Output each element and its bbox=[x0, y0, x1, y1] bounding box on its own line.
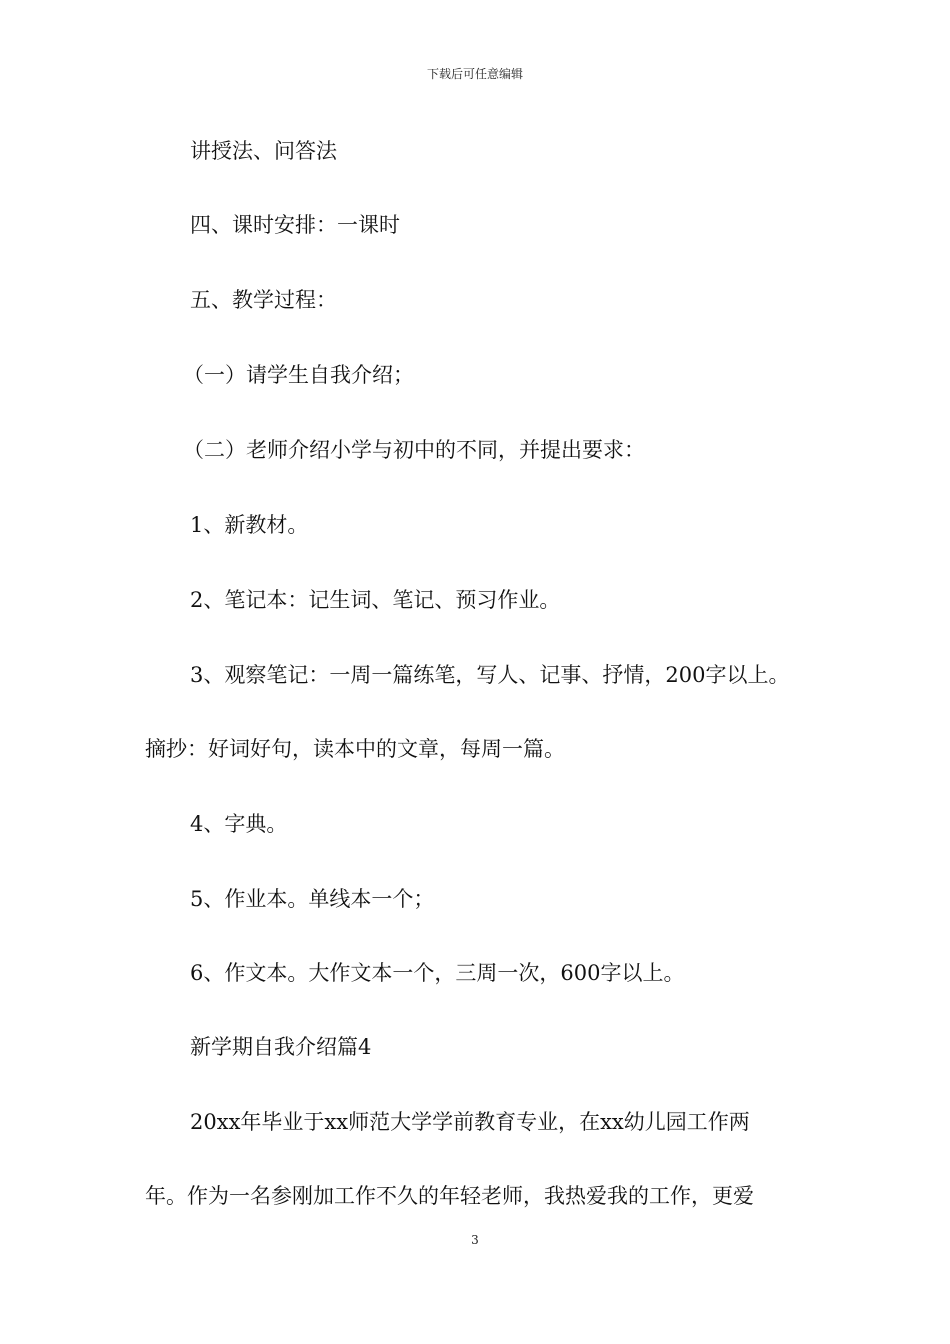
list-item-new-textbook: 1、新教材。 bbox=[190, 513, 309, 537]
paragraph-step-one: （一）请学生自我介绍； bbox=[183, 363, 414, 387]
page-number: 3 bbox=[471, 1233, 479, 1247]
paragraph-teaching-process: 五、教学过程： bbox=[190, 288, 337, 312]
paragraph-step-two: （二）老师介绍小学与初中的不同，并提出要求： bbox=[183, 438, 645, 462]
list-item-composition-book: 6、作文本。大作文本一个，三周一次，600字以上。 bbox=[190, 961, 685, 985]
list-item-dictionary: 4、字典。 bbox=[190, 812, 288, 836]
page-header: 下载后可任意编辑 bbox=[426, 67, 523, 81]
paragraph-intro-line-2: 年。作为一名参刚加工作不久的年轻老师，我热爱我的工作，更爱 bbox=[145, 1184, 754, 1208]
paragraph-class-hours: 四、课时安排：一课时 bbox=[190, 213, 400, 237]
paragraph-excerpts: 摘抄：好词好句，读本中的文章，每周一篇。 bbox=[145, 737, 565, 761]
list-item-homework-book: 5、作业本。单线本一个； bbox=[190, 887, 435, 911]
section-heading: 新学期自我介绍篇4 bbox=[190, 1035, 372, 1059]
paragraph-teaching-method: 讲授法、问答法 bbox=[190, 139, 337, 163]
list-item-notebook: 2、笔记本：记生词、笔记、预习作业。 bbox=[190, 588, 561, 612]
list-item-observation-notes: 3、观察笔记：一周一篇练笔，写人、记事、抒情，200字以上。 bbox=[190, 663, 790, 687]
paragraph-intro-line-1: 20xx年毕业于xx师范大学学前教育专业，在xx幼儿园工作两 bbox=[190, 1110, 750, 1134]
